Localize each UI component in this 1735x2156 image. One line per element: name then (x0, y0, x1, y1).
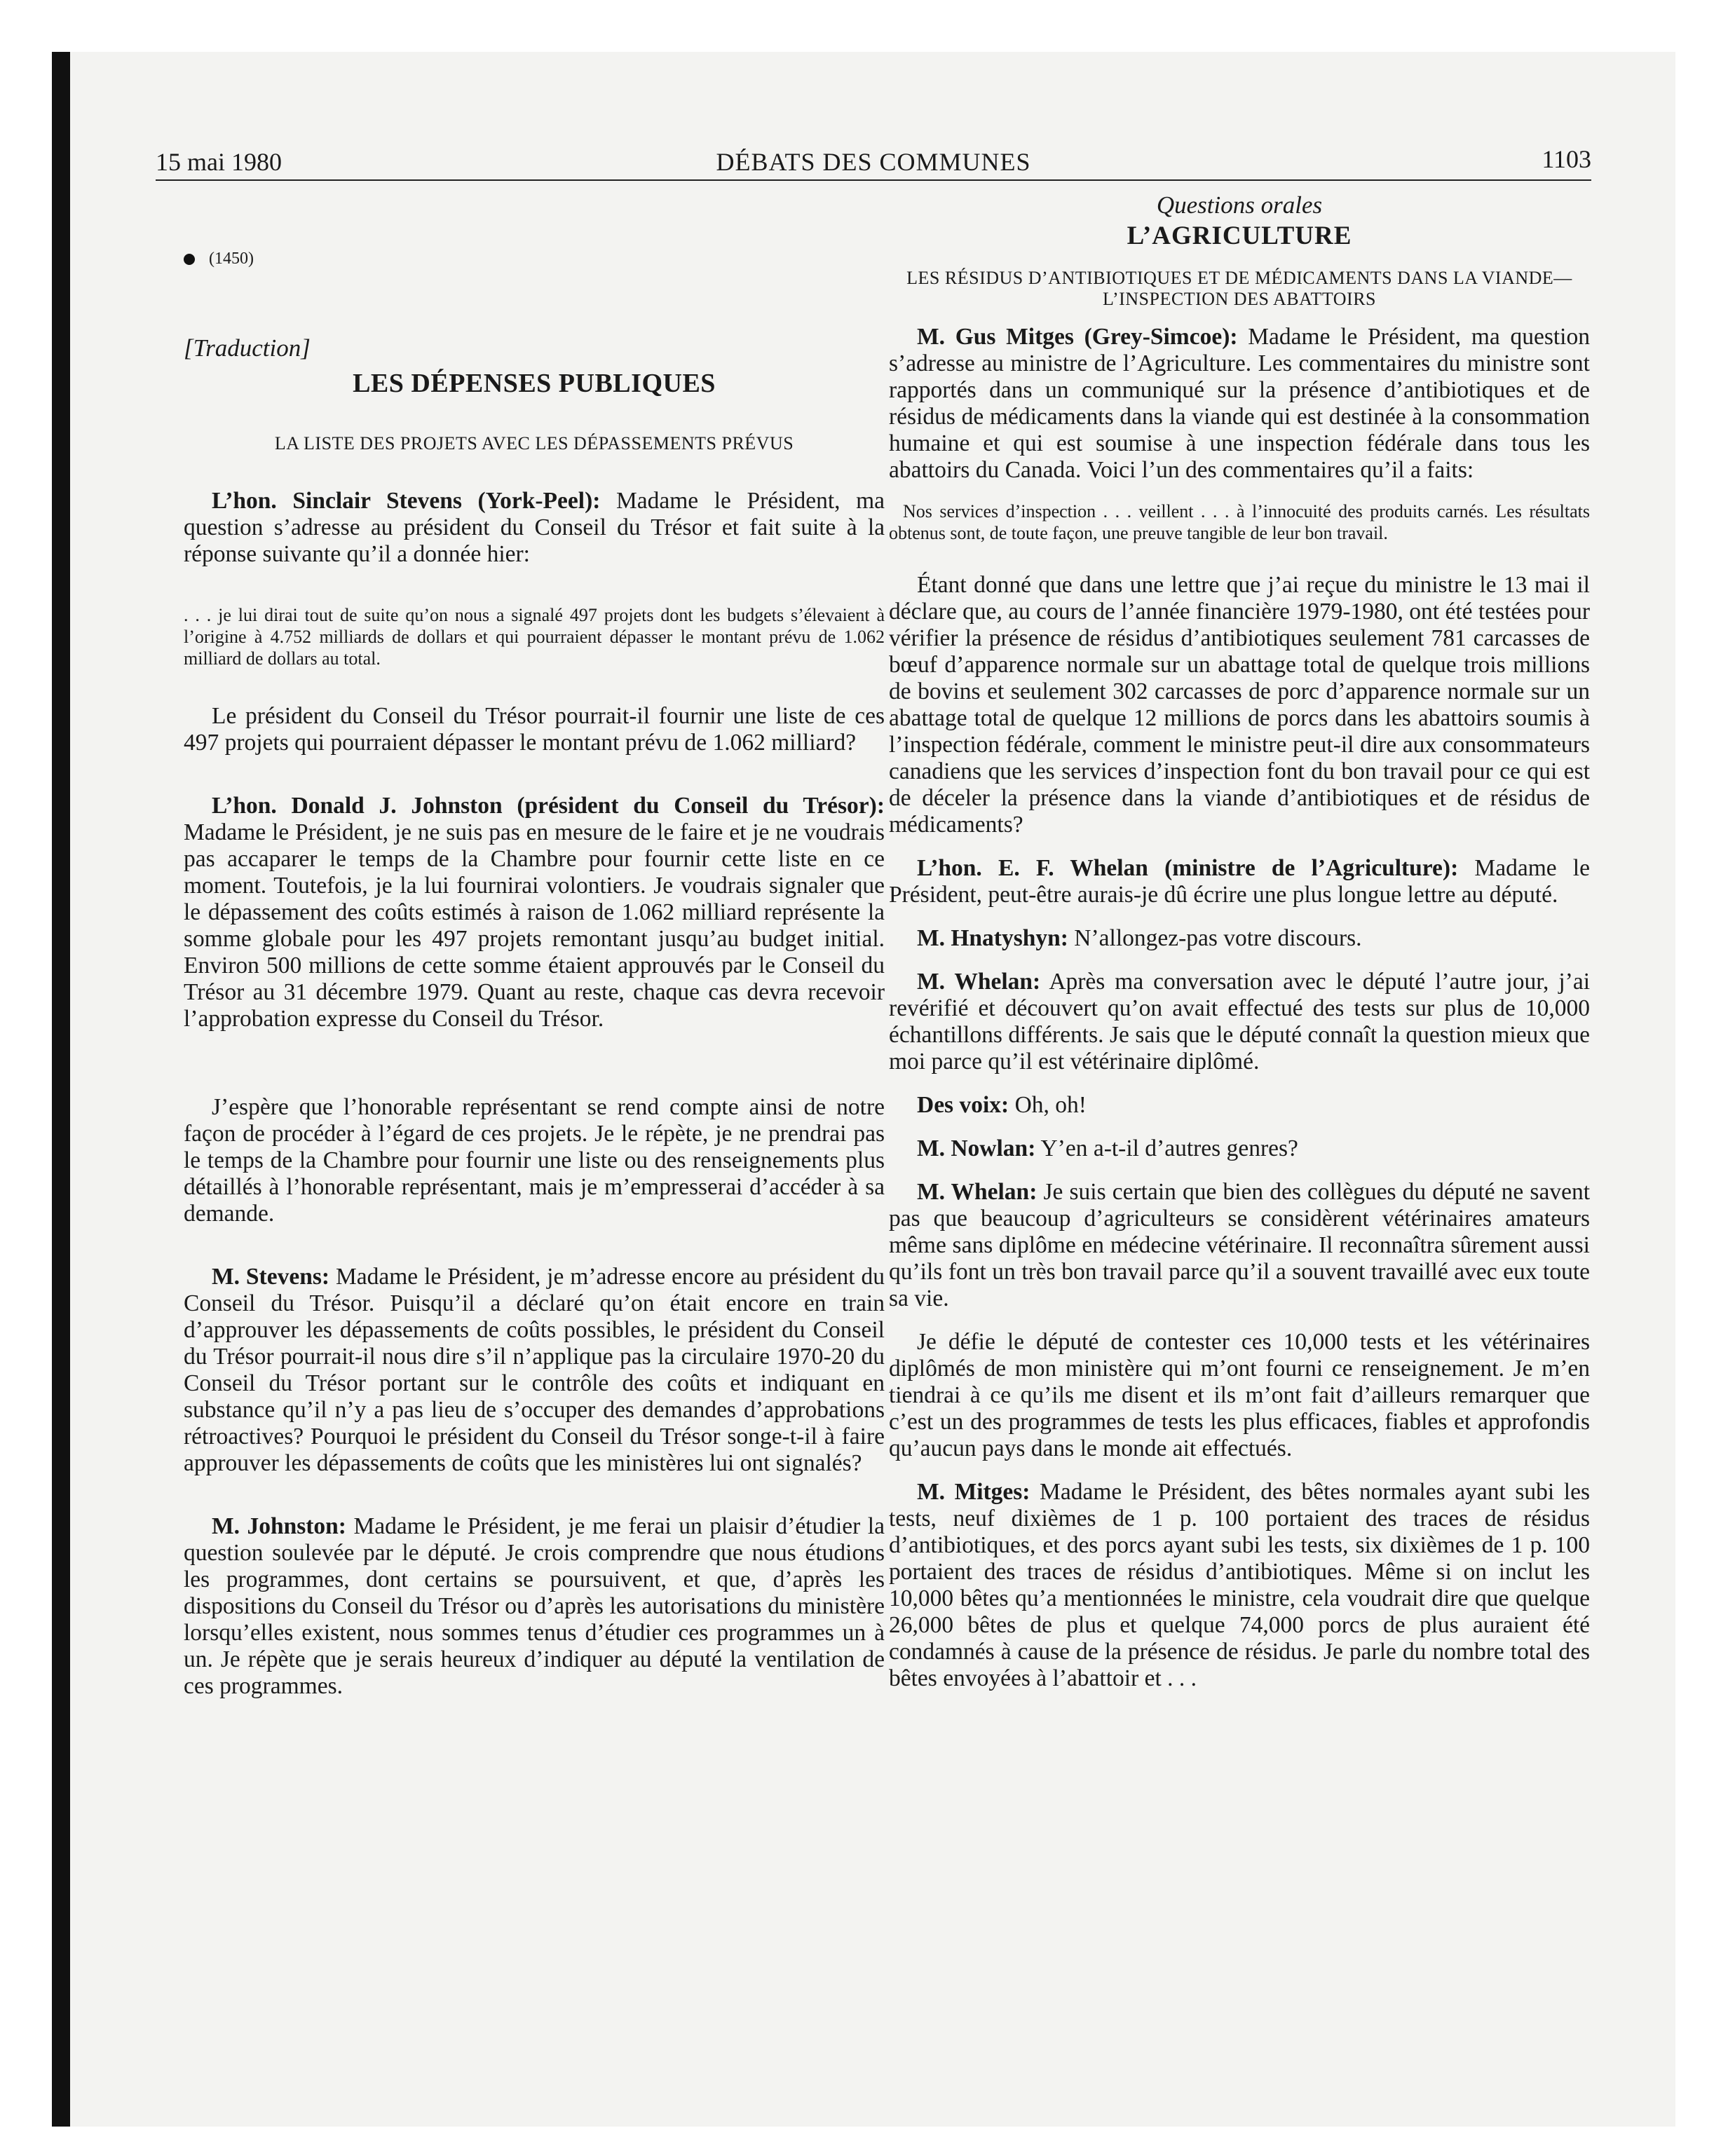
speaker-name: M. Stevens: (212, 1264, 330, 1290)
speaker-name: M. Nowlan: (917, 1135, 1036, 1161)
paragraph: Des voix: Oh, oh! (917, 1092, 1087, 1118)
speaker-name: M. Hnatyshyn: (917, 925, 1068, 951)
right-column (889, 188, 1590, 1709)
paragraph: J’espère que l’honorable représentant se rend compte ainsi de notre façon de procéder à l’égard de ces projets. Je le répète, je ne prendrai pas le temps de la Chambre pour fournir une liste ou des renseignements plus détaillés à l’honorable représentant, mais je m’empresserai d’accéder à sa demande. (184, 1094, 885, 1227)
paragraph: L’hon. Sinclair Stevens (York-Peel): Madame le Président, ma question s’adresse au président du Conseil du Trésor et fait suite à la réponse suivante qu’il a donnée hier: (184, 488, 885, 567)
paragraph: L’hon. Donald J. Johnston (président du Conseil du Trésor): Madame le Président, je ne suis pas en mesure de le faire et je ne voudrais pas accaparer le temps de la Chambre pour fournir cette liste en ce moment. Toutefois, je la lui fournirai volontiers. Je voudrais signaler que le dépassement des coûts estimés à raison de 1.062 milliard représente la somme globale pour les 497 projets remontant jusqu’au budget initial. Environ 500 millions de cette somme étaient approuvés par le Conseil du Trésor au 31 décembre 1979. Quant au reste, chaque cas devra recevoir l’approbation expresse du Conseil du Trésor. (184, 793, 885, 1032)
paragraph: M. Whelan: Après ma conversation avec le député l’autre jour, j’ai revérifié et découvert qu’on avait effectué des tests sur plus de 10,000 échantillons différents. Je sais que le député connaît la question mieux que moi parce qu’il est vétérinaire diplômé. (889, 969, 1591, 1074)
speaker-name: M. Johnston: (212, 1513, 346, 1539)
paragraph: L’hon. E. F. Whelan (ministre de l’Agriculture): Madame le Président, peut-être aurais-je dû écrire une plus longue lettre au député. (889, 855, 1590, 908)
speaker-name: M. Whelan: (917, 969, 1041, 995)
paragraph: Étant donné que dans une lettre que j’ai reçue du ministre le 13 mai il déclare que, au cours de l’année financière 1979-1980, ont été testées pour vérifier la présence de résidus d’antibiotiques seulement 781 carcasses de bœuf d’apparence normale sur un abattage total de quelque trois millions de bovins et seulement 302 carcasses de porc d’apparence normale sur un abattage total de quelque 12 millions de porcs dans les abattoirs soumis à l’inspection fédérale, comment le ministre peut-il dire aux consommateurs canadiens que les services d’inspection font du bon travail pour ce qui est de déceler la présence dans la viande d’antibiotiques et de résidus de médicaments? (889, 572, 1590, 838)
paragraph: M. Nowlan: Y’en a-t-il d’autres genres? (917, 1135, 1298, 1161)
paragraph: M. Gus Mitges (Grey-Simcoe): Madame le Président, ma question s’adresse au ministre de l’Agriculture. Les commentaires du ministre sont rapportés dans un communiqué sur la présence d’antibiotiques et de résidus de médicaments dans la viande qui est destinée à la consommation humaine et qui est soumise à une inspection fédérale dans tous les abattoirs du Canada. Voici l’un des commentaires qu’il a faits: (889, 324, 1590, 483)
time-marker: (1450) (184, 245, 885, 272)
paragraph: M. Whelan: Je suis certain que bien des collègues du député ne savent pas que beaucoup d’agriculteurs se considèrent vétérinaires amateurs même sans diplôme en médecine vétérinaire. Il reconnaîtra sûrement aussi qu’ils font un très bon travail parce qu’il a souvent travaillé avec eux toute sa vie. (889, 1179, 1591, 1311)
section-label: Questions orales (1156, 191, 1323, 219)
header-page-number: 1103 (1542, 145, 1591, 173)
left-column (184, 188, 885, 1717)
block-quote: . . . je lui dirai tout de suite qu’on nous a signalé 497 projets dont les budgets s’élevaient à l’origine à 4.752 milliards de dollars et qui pourraient dépasser le montant prévu de 1.062 milliard de dollars au total. (184, 605, 885, 669)
paragraph: M. Mitges: Madame le Président, des bêtes normales ayant subi les tests, neuf dixièmes de 1 p. 100 portaient des traces de résidus d’antibiotiques, et des porcs ayant subi les tests, six dixièmes de 1 p. 100 portaient des traces de résidus d’antibiotiques. Même si on inclut les 10,000 bêtes qu’a mentionnées le ministre, cela voudrait dire que quelque 26,000 bêtes de plus et quelque 74,000 porcs de plus auraient été condamnés à cause de la présence de résidus. Je parle du nombre total des bêtes envoyées à l’abattoir et . . . (889, 1479, 1590, 1691)
section-subheading: LES RÉSIDUS D’ANTIBIOTIQUES ET DE MÉDICAMENTS DANS LA VIANDE—L’INSPECTION DES ABATTOIRS (906, 268, 1572, 309)
bullet-icon (184, 254, 195, 265)
section-heading: L’AGRICULTURE (1127, 221, 1352, 250)
block-quote: Nos services d’inspection . . . veillent . . . à l’innocuité des produits carnés. Les résultats obtenus sont, de toute façon, une preuve tangible de leur bon travail. (889, 501, 1590, 543)
speaker-name: L’hon. E. F. Whelan (ministre de l’Agriculture): (917, 855, 1459, 881)
paragraph: M. Stevens: Madame le Président, je m’adresse encore au président du Conseil du Trésor. Puisqu’il a déclaré qu’on était encore en train d’approuver les dépassements de coûts possibles, le président du Conseil du Trésor pourrait-il nous dire s’il n’applique pas la circulaire 1970-20 du Conseil du Trésor portant sur le contrôle des coûts et indiquant en substance qu’il n’y a pas lieu de s’occuper des demandes d’approbations rétroactives? Pourquoi le président du Conseil du Trésor songe-t-il à faire approuver les dépassements de coûts que les ministères lui ont signalés? (184, 1264, 885, 1476)
paragraph: Le président du Conseil du Trésor pourrait-il fournir une liste de ces 497 projets qui pourraient dépasser le montant prévu de 1.062 milliard? (184, 703, 885, 756)
translation-label: [Traduction] (184, 334, 311, 362)
paragraph: Je défie le député de contester ces 10,000 tests et les vétérinaires diplômés de mon ministère qui m’ont fourni ce renseignement. Je m’en tiendrai à ce qu’ils me disent et ils m’ont fait d’ailleurs remarquer que c’est un des programmes de tests les plus efficaces, fiables et approfondis qu’aucun pays dans le monde ait effectués. (889, 1329, 1590, 1461)
speaker-name: M. Whelan: (917, 1179, 1037, 1205)
section-heading: LES DÉPENSES PUBLIQUES (353, 369, 716, 398)
scan-edge-bar (52, 52, 70, 2127)
page-header (156, 137, 1591, 181)
speaker-name: L’hon. Sinclair Stevens (York-Peel): (212, 488, 601, 514)
paragraph: M. Johnston: Madame le Président, je me ferai un plaisir d’étudier la question soulevée par le député. Je crois comprendre que nous étudions les programmes, dont certains se poursuivent, et que, d’après les dispositions du Conseil du Trésor ou d’après les autorisations du ministère lorsqu’elles existent, nous sommes tenus d’étudier ces programmes un à un. Je répète que je serais heureux d’indiquer au député la ventilation de ces programmes. (184, 1513, 885, 1699)
speaker-name: M. Gus Mitges (Grey-Simcoe): (917, 324, 1238, 350)
speaker-name: M. Mitges: (917, 1479, 1030, 1505)
speaker-name: L’hon. Donald J. Johnston (président du Conseil du Trésor): (212, 793, 885, 819)
header-title: DÉBATS DES COMMUNES (716, 148, 1031, 176)
header-date: 15 mai 1980 (156, 148, 282, 176)
paragraph: M. Hnatyshyn: N’allongez-pas votre discours. (917, 925, 1362, 951)
speaker-name: Des voix: (917, 1092, 1009, 1118)
section-subheading: LA LISTE DES PROJETS AVEC LES DÉPASSEMENTS PRÉVUS (274, 433, 794, 453)
